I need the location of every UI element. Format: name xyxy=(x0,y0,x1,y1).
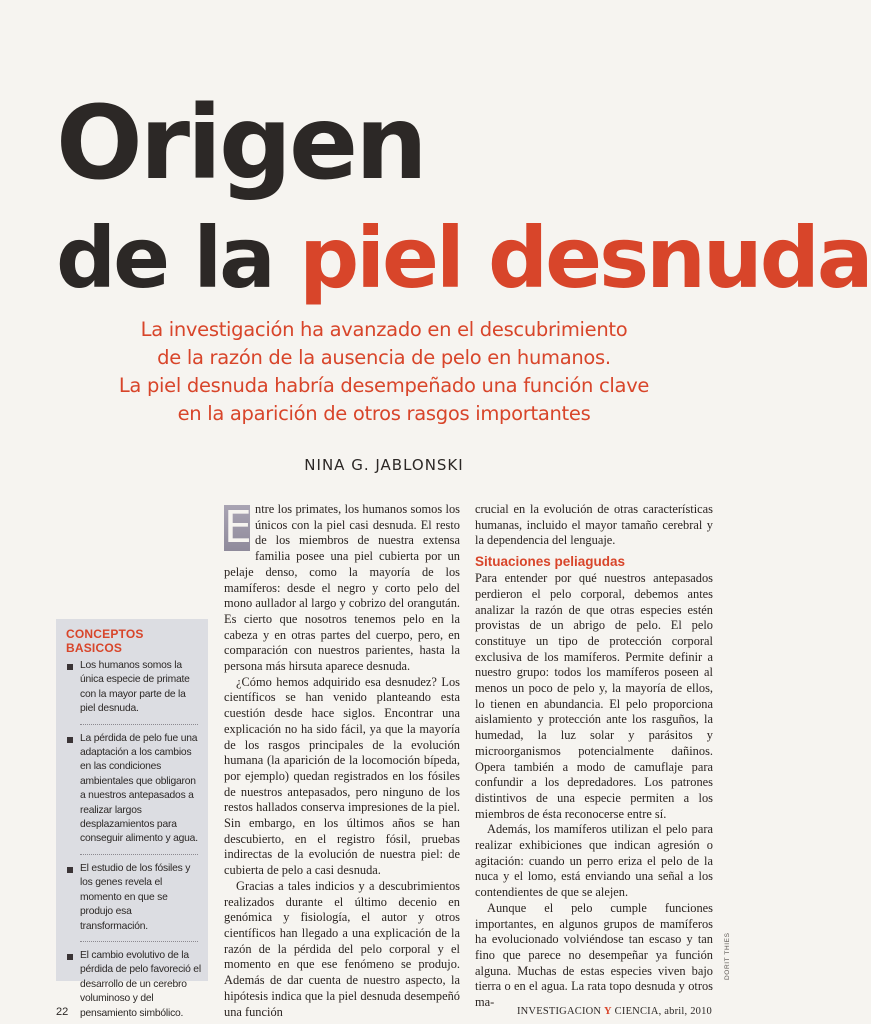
body-paragraph xyxy=(224,502,460,675)
magazine-footer xyxy=(517,1006,712,1017)
concept-item: La pérdida de pelo fue una adaptación a los cambios en las condiciones ambientales que obligaron a nuestros antepasados a realizar largos desplazamientos para conseguir alimento y agua. xyxy=(66,732,202,847)
author-byline: NINA G. JABLONSKI xyxy=(304,456,464,474)
concept-divider xyxy=(80,724,198,725)
subtitle-line: La piel desnuda habría desempeñado una función clave xyxy=(118,374,650,397)
concept-item: El cambio evolutivo de la pérdida de pelo favoreció el desarrollo de un cerebro voluminoso y del pensamiento simbólico. xyxy=(66,949,202,1021)
title-line-2-accent: piel desnuda xyxy=(299,209,871,307)
subtitle xyxy=(80,316,688,428)
title-line-2-dark: de la xyxy=(56,209,300,307)
body-paragraph: Gracias a tales indicios y a descubrimientos realizados durante el último decenio en genómica y fisiología, el autor y otros científicos han llegado a una explicación de la razón de la pérdida del pelo corporal y el momento en que ese fenómeno se produjo. Además de dar cuenta de nuestro aspecto, la hipótesis indica que la piel desnuda desempeñó una función xyxy=(224,878,460,1019)
title-line-2 xyxy=(56,210,871,306)
body-paragraph: Además, los mamíferos utilizan el pelo para realizar exhibiciones que indican agresión o agitación: cuando un perro eriza el pelo de la nuca y el lomo, está enviando una señal a los contendientes de que se alejen. xyxy=(475,822,713,900)
concept-divider xyxy=(80,854,198,855)
magazine-name-post: CIENCIA, abril, 2010 xyxy=(611,1006,712,1017)
concept-item: El estudio de los fósiles y los genes revela el momento en que se produjo esa transformación. xyxy=(66,862,202,934)
body-paragraph: ¿Cómo hemos adquirido esa desnudez? Los científicos se han venido planteando esta cuestión desde hace siglos. Encontrar una explicación no ha sido fácil, ya que la mayoría de los rasgos principales de la evolución humana (la aparición de la locomoción bípeda, por ejemplo) quedan registrados en los fósiles de nuestros antepasados, pero ninguno de los restos hallados conserva impresiones de la piel. Sin embargo, en los últimos años se han descubierto, en el registro fósil, pruebas indirectas de la evolución de nuestra piel: de cubierta de pelo a casi desnuda. xyxy=(224,674,460,878)
body-paragraph: crucial en la evolución de otras características humanas, incluido el mayor tamaño cerebral y la dependencia del lenguaje. xyxy=(475,502,713,548)
body-paragraph: Para entender por qué nuestros antepasados perdieron el pelo corporal, debemos antes analizar la razón de que otras especies estén provistas de un abrigo de pelo. El pelo constituye un tipo de protección corporal exclusiva de los mamíferos. Permite definir a nuestro grupo: todos los mamíferos poseen al menos un poco de pelo y, la mayoría de ellos, lo tienen en abundancia. El pelo proporciona aislamiento y protección ante los rasguños, la humedad, la luz solar y parásitos y microorganismos potencialmente dañinos. Opera también a modo de camuflaje para confundir a los depredadores. Los patrones distintivos de una especie permiten a los miembros de ésta reconocerse entre sí. xyxy=(475,571,713,821)
concepts-list xyxy=(66,659,202,1021)
concept-item: Los humanos somos la única especie de primate con la mayor parte de la piel desnuda. xyxy=(66,659,202,717)
article-column-right xyxy=(475,502,713,1011)
concept-divider xyxy=(80,941,198,942)
photo-credit: DORIT THIES xyxy=(724,932,731,980)
subtitle-line: en la aparición de otros rasgos importantes xyxy=(177,402,591,425)
body-paragraph: Aunque el pelo cumple funciones importantes, en algunos grupos de mamíferos ha evolucionado volviéndose tan escaso y tan fino que parece no desempeñar ya función alguna. Muchas de estas especies viven bajo tierra o en el agua. La rata topo desnuda y otros ma- xyxy=(475,900,713,1010)
concepts-heading: CONCEPTOS BASICOS xyxy=(66,627,144,655)
subtitle-line: La investigación ha avanzado en el descubrimiento xyxy=(140,318,628,341)
subtitle-line: de la razón de la ausencia de pelo en humanos. xyxy=(157,346,611,369)
magazine-name-y: Y xyxy=(604,1006,612,1017)
paragraph-text: ntre los primates, los humanos somos los únicos con la piel casi desnuda. El resto de los miembros de nuestra extensa familia posee una piel cubierta por un pelaje denso, como la mayoría de los mamíferos: desde el negro y corto pelo del mono aullador al largo y cobrizo del orangután. Es cierto que nosotros tenemos pelo en la cabeza y en otras partes del cuerpo, pero, en comparación con nuestros parientes, hasta la persona más hirsuta aparece desnuda. xyxy=(224,502,460,674)
magazine-name-pre: INVESTIGACION xyxy=(516,1006,605,1017)
article-column-middle xyxy=(224,502,460,1020)
title-line-1: Origen xyxy=(56,84,425,203)
section-heading: Situaciones peliagudas xyxy=(475,554,626,570)
drop-cap: E xyxy=(224,502,252,553)
page-number: 22 xyxy=(56,1006,69,1018)
